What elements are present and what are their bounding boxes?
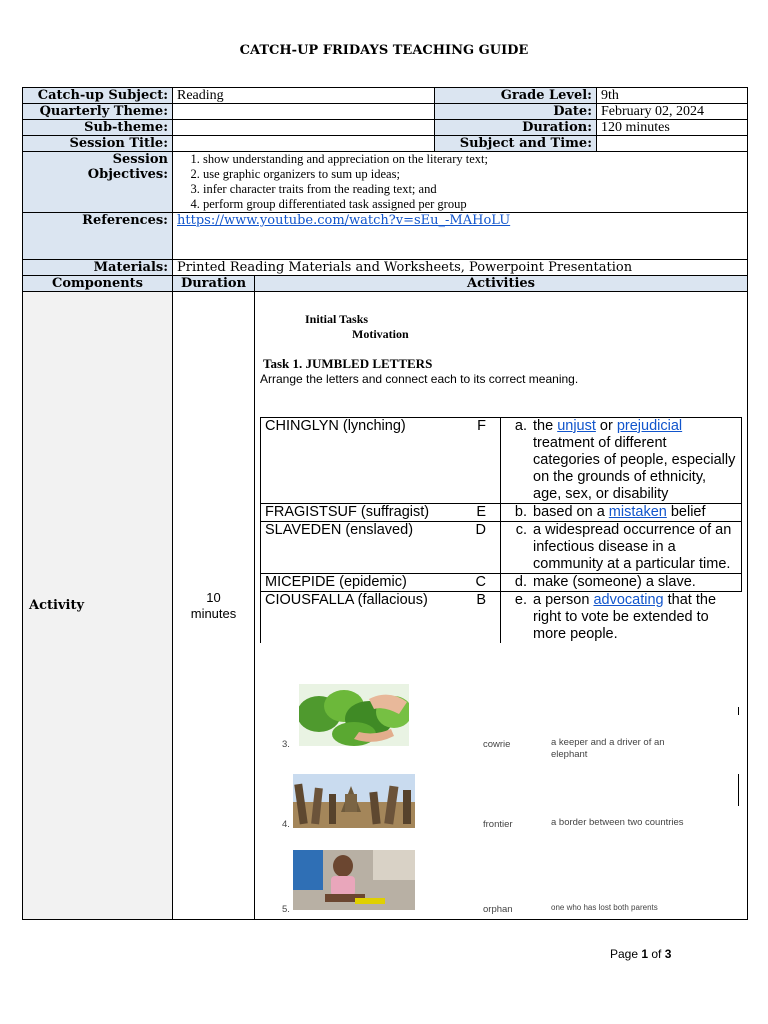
definition-link[interactable]: prejudicial bbox=[616, 418, 683, 434]
jumbled-word: MICEPIDE (epidemic) bbox=[265, 574, 407, 590]
answer-letter: C bbox=[475, 574, 486, 590]
vocab-word: cowrie bbox=[483, 739, 511, 750]
vocab-word: frontier bbox=[483, 819, 513, 830]
definition-cell bbox=[501, 504, 742, 522]
jumbled-word-cell bbox=[261, 592, 501, 644]
answer-letter: B bbox=[476, 592, 486, 608]
duration-unit: minutes bbox=[190, 605, 237, 621]
definition-cell bbox=[501, 592, 742, 644]
page-current: 1 bbox=[641, 947, 649, 961]
activity-label: Activity bbox=[23, 292, 173, 920]
duration-value: 120 minutes bbox=[597, 120, 748, 136]
jumbled-word-cell bbox=[261, 504, 501, 522]
definition-cell bbox=[501, 574, 742, 592]
jumbled-row bbox=[261, 574, 742, 592]
definition-fragment: a widespread occurrence of an infectious disease in a community at a particular time. bbox=[533, 522, 732, 572]
jumbled-row bbox=[261, 504, 742, 522]
definition-text bbox=[533, 574, 737, 591]
subject-time-label: Subject and Time: bbox=[435, 136, 597, 152]
subtheme-value bbox=[173, 120, 435, 136]
jumbled-letters-table bbox=[260, 417, 742, 643]
page-number bbox=[610, 947, 671, 961]
definition-fragment: treatment of different categories of people, especially on the grounds of ethnicity, age, sex, or disability bbox=[533, 435, 736, 502]
vocab-item bbox=[255, 684, 745, 760]
definition-key: b. bbox=[514, 504, 527, 520]
definition-link[interactable]: advocating bbox=[593, 592, 664, 608]
references-label: References: bbox=[23, 213, 173, 260]
task-title: Task 1. JUMBLED LETTERS bbox=[263, 356, 433, 371]
page-of: of bbox=[648, 947, 665, 961]
grade-label: Grade Level: bbox=[435, 88, 597, 104]
subject-time-value bbox=[597, 136, 748, 152]
jumbled-row bbox=[261, 592, 742, 644]
date-label: Date: bbox=[435, 104, 597, 120]
objectives-list bbox=[173, 152, 748, 213]
subject-label: Catch-up Subject: bbox=[23, 88, 173, 104]
theme-label: Quarterly Theme: bbox=[23, 104, 173, 120]
vocab-definition: a border between two countries bbox=[551, 817, 684, 828]
subject-value: Reading bbox=[173, 88, 435, 104]
definition-fragment: or bbox=[595, 418, 617, 434]
lettuce-photo bbox=[299, 684, 409, 746]
objectives-label-line1: Session bbox=[112, 152, 168, 167]
definition-text bbox=[533, 592, 738, 643]
definition-fragment: the bbox=[533, 418, 558, 434]
vocab-item bbox=[255, 774, 745, 834]
definition-link[interactable]: unjust bbox=[557, 418, 596, 434]
jumbled-word-cell bbox=[261, 574, 501, 592]
initial-tasks-heading: Initial Tasks bbox=[305, 312, 369, 326]
jumbled-word-cell bbox=[261, 418, 501, 504]
objective-item: 3. infer character traits from the reading text; and bbox=[203, 182, 743, 197]
vocab-word: orphan bbox=[483, 904, 513, 915]
objectives-label-line2: Objectives: bbox=[87, 167, 168, 182]
objective-item: 4. perform group differentiated task assigned per group bbox=[203, 197, 743, 212]
jumbled-word: FRAGISTSUF (suffragist) bbox=[265, 504, 430, 520]
date-value: February 02, 2024 bbox=[597, 104, 748, 120]
duration-number: 10 bbox=[206, 589, 221, 605]
materials-value: Printed Reading Materials and Worksheets, Powerpoint Presentation bbox=[173, 260, 748, 276]
jumbled-row bbox=[261, 418, 742, 504]
objective-item: 1. show understanding and appreciation on the literary text; bbox=[203, 152, 743, 167]
activity-duration bbox=[173, 292, 255, 920]
reference-link[interactable]: https://www.youtube.com/watch?v=sEu_-MAHoLU bbox=[177, 213, 511, 228]
materials-label: Materials: bbox=[23, 260, 173, 276]
definition-key: a. bbox=[514, 418, 527, 434]
jumbled-word: CHINGLYN (lynching) bbox=[265, 418, 406, 434]
motivation-heading: Motivation bbox=[352, 327, 409, 341]
definition-cell bbox=[501, 418, 742, 504]
session-title-value bbox=[173, 136, 435, 152]
jumbled-word-cell bbox=[261, 522, 501, 574]
answer-letter: E bbox=[476, 504, 486, 520]
col-duration-header: Duration bbox=[173, 276, 255, 292]
activities-cell bbox=[255, 292, 748, 920]
grade-value: 9th bbox=[597, 88, 748, 104]
duration-label: Duration: bbox=[435, 120, 597, 136]
definition-text bbox=[533, 418, 737, 503]
objectives-label bbox=[23, 152, 173, 213]
definition-text bbox=[533, 504, 737, 521]
definition-fragment: based on a bbox=[533, 504, 609, 520]
teaching-guide-table bbox=[22, 87, 748, 920]
ruins-photo bbox=[293, 774, 415, 828]
vocab-number: 4. bbox=[282, 819, 290, 830]
child-photo bbox=[293, 850, 415, 910]
references-cell bbox=[173, 213, 748, 260]
theme-value bbox=[173, 104, 435, 120]
definition-key: d. bbox=[514, 574, 527, 590]
vocab-definition: a keeper and a driver of an elephant bbox=[551, 737, 665, 760]
vocab-item bbox=[255, 850, 745, 916]
vocab-number: 3. bbox=[282, 739, 290, 750]
jumbled-word: SLAVEDEN (enslaved) bbox=[265, 522, 414, 538]
definition-fragment: belief bbox=[666, 504, 706, 520]
definition-fragment: make (someone) a slave. bbox=[533, 574, 696, 590]
answer-letter: D bbox=[475, 522, 486, 538]
jumbled-row bbox=[261, 522, 742, 574]
page-prefix: Page bbox=[610, 947, 642, 961]
definition-text bbox=[533, 522, 737, 573]
definition-fragment: that the right to vote be extended to more people. bbox=[533, 592, 717, 642]
definition-fragment: a person bbox=[533, 592, 594, 608]
session-title-label: Session Title: bbox=[23, 136, 173, 152]
document-title: CATCH-UP FRIDAYS TEACHING GUIDE bbox=[239, 43, 529, 58]
vocab-definition: one who has lost both parents bbox=[551, 903, 658, 912]
jumbled-word: CIOUSFALLA (fallacious) bbox=[265, 592, 428, 608]
page-total: 3 bbox=[664, 947, 672, 961]
definition-key: e. bbox=[514, 592, 527, 608]
subtheme-label: Sub-theme: bbox=[23, 120, 173, 136]
objective-item: 2. use graphic organizers to sum up ideas; bbox=[203, 167, 743, 182]
col-components-header: Components bbox=[23, 276, 173, 292]
task-instruction: Arrange the letters and connect each to its correct meaning. bbox=[260, 372, 579, 386]
answer-letter: F bbox=[477, 418, 486, 434]
definition-cell bbox=[501, 522, 742, 574]
col-activities-header: Activities bbox=[255, 276, 748, 292]
definition-key: c. bbox=[515, 522, 527, 538]
definition-link[interactable]: mistaken bbox=[608, 504, 667, 520]
vocab-number: 5. bbox=[282, 904, 290, 915]
